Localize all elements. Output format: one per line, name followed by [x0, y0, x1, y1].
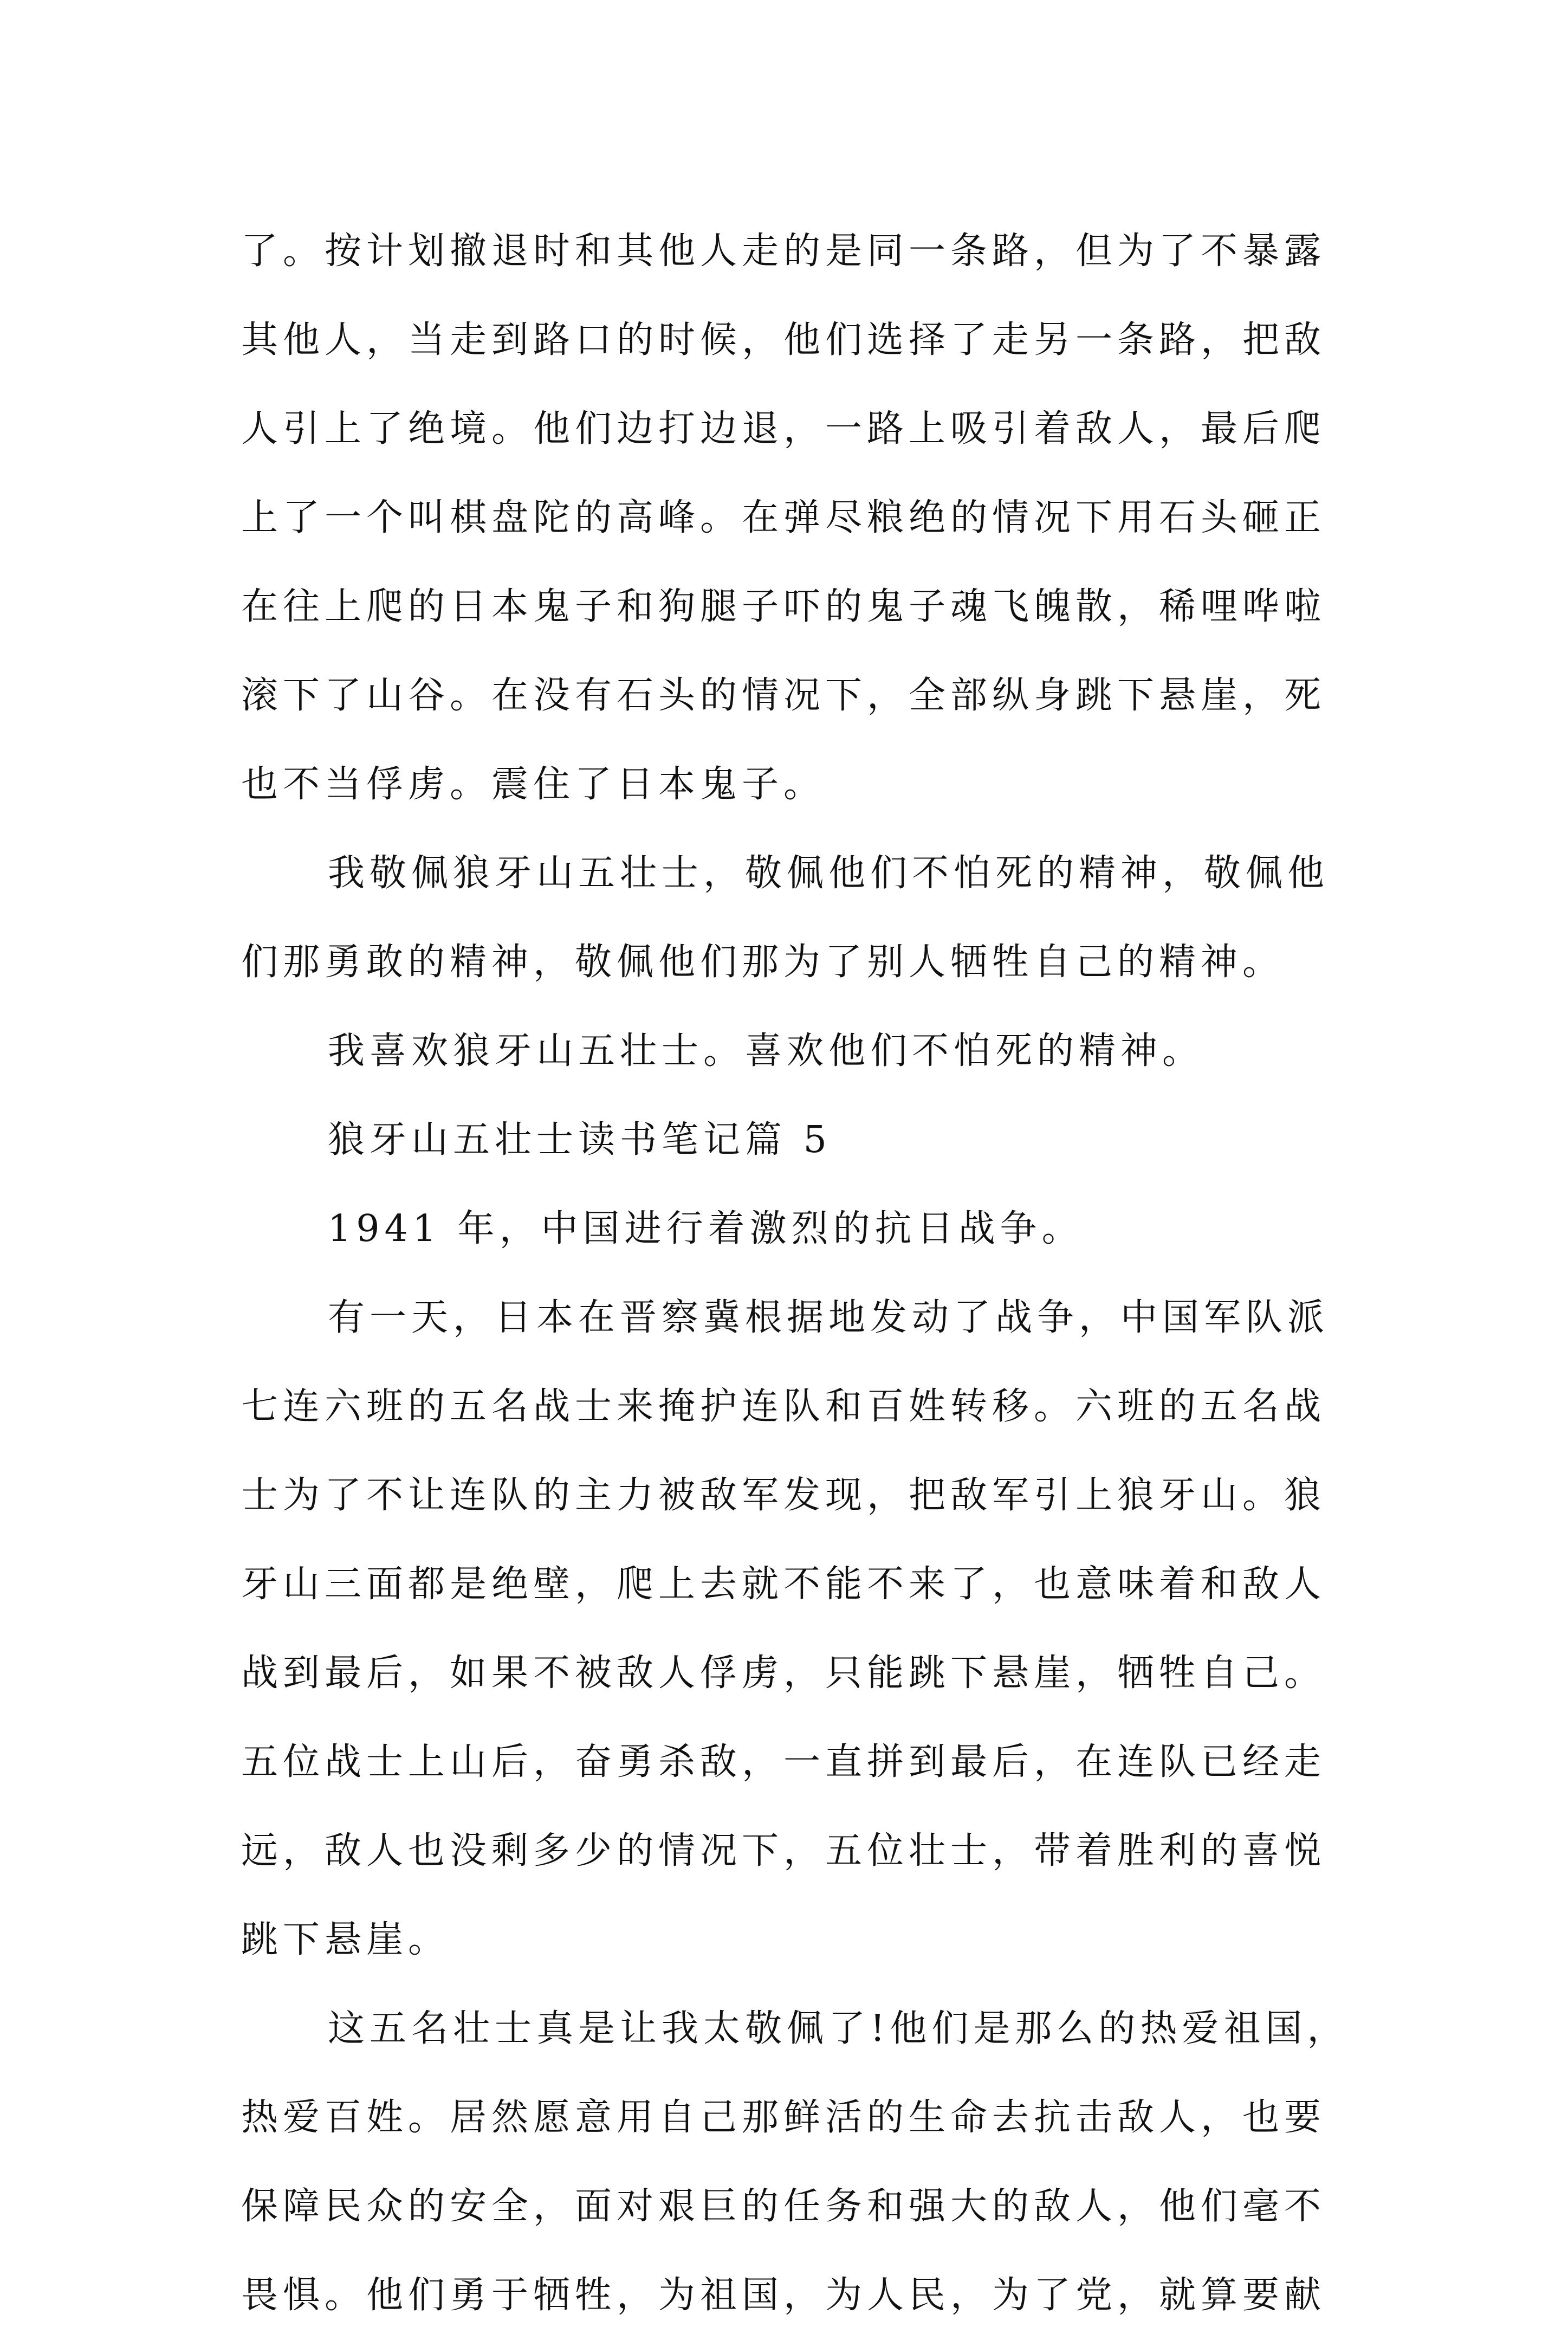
text-line: 畏惧。他们勇于牺牲，为祖国，为人民，为了党，就算要献	[241, 2274, 1326, 2317]
text-line: 人引上了绝境。他们边打边退，一路上吸引着敌人，最后爬	[241, 408, 1326, 450]
text-line: 牙山三面都是绝壁，爬上去就不能不来了，也意味着和敌人	[241, 1563, 1326, 1606]
paragraph-start-line: 这五名壮士真是让我太敬佩了!他们是那么的热爱祖国，	[328, 2007, 1349, 2050]
text-line: 上了一个叫棋盘陀的高峰。在弹尽粮绝的情况下用石头砸正	[241, 496, 1326, 539]
text-line: 们那勇敢的精神，敬佩他们那为了别人牺牲自己的精神。	[241, 941, 1285, 984]
text-line: 在往上爬的日本鬼子和狗腿子吓的鬼子魂飞魄散，稀哩哗啦	[241, 585, 1326, 628]
paragraph-start-line: 有一天，日本在晋察冀根据地发动了战争，中国军队派	[328, 1296, 1330, 1339]
paragraph-start-line: 我喜欢狼牙山五壮士。喜欢他们不怕死的精神。	[328, 1030, 1204, 1072]
text-line: 五位战士上山后，奋勇杀敌，一直拼到最后，在连队已经走	[241, 1741, 1326, 1783]
text-line: 远，敌人也没剩多少的情况下，五位壮士，带着胜利的喜悦	[241, 1830, 1326, 1872]
text-line: 七连六班的五名战士来掩护连队和百姓转移。六班的五名战	[241, 1385, 1326, 1428]
paragraph-start-line: 我敬佩狼牙山五壮士，敬佩他们不怕死的精神，敬佩他	[328, 852, 1330, 895]
text-line: 也不当俘虏。震住了日本鬼子。	[241, 763, 826, 806]
text-line: 其他人，当走到路口的时候，他们选择了走另一条路，把敌	[241, 319, 1326, 361]
text-line: 热爱百姓。居然愿意用自己那鲜活的生命去抗击敌人，也要	[241, 2096, 1326, 2139]
body-text	[241, 207, 1349, 2340]
text-line: 滚下了山谷。在没有石头的情况下，全部纵身跳下悬崖，死	[241, 674, 1326, 717]
text-line: 保障民众的安全，面对艰巨的任务和强大的敌人，他们毫不	[241, 2185, 1326, 2228]
text-line: 跳下悬崖。	[241, 1918, 450, 1961]
text-line: 战到最后，如果不被敌人俘虏，只能跳下悬崖，牺牲自己。	[241, 1652, 1326, 1695]
paragraph-start-line: 1941 年，中国进行着激烈的抗日战争。	[328, 1207, 1084, 1250]
text-line: 了。按计划撤退时和其他人走的是同一条路，但为了不暴露	[241, 230, 1326, 273]
section-heading: 狼牙山五壮士读书笔记篇 5	[328, 1119, 832, 1161]
text-line: 士为了不让连队的主力被敌军发现，把敌军引上狼牙山。狼	[241, 1474, 1326, 1517]
